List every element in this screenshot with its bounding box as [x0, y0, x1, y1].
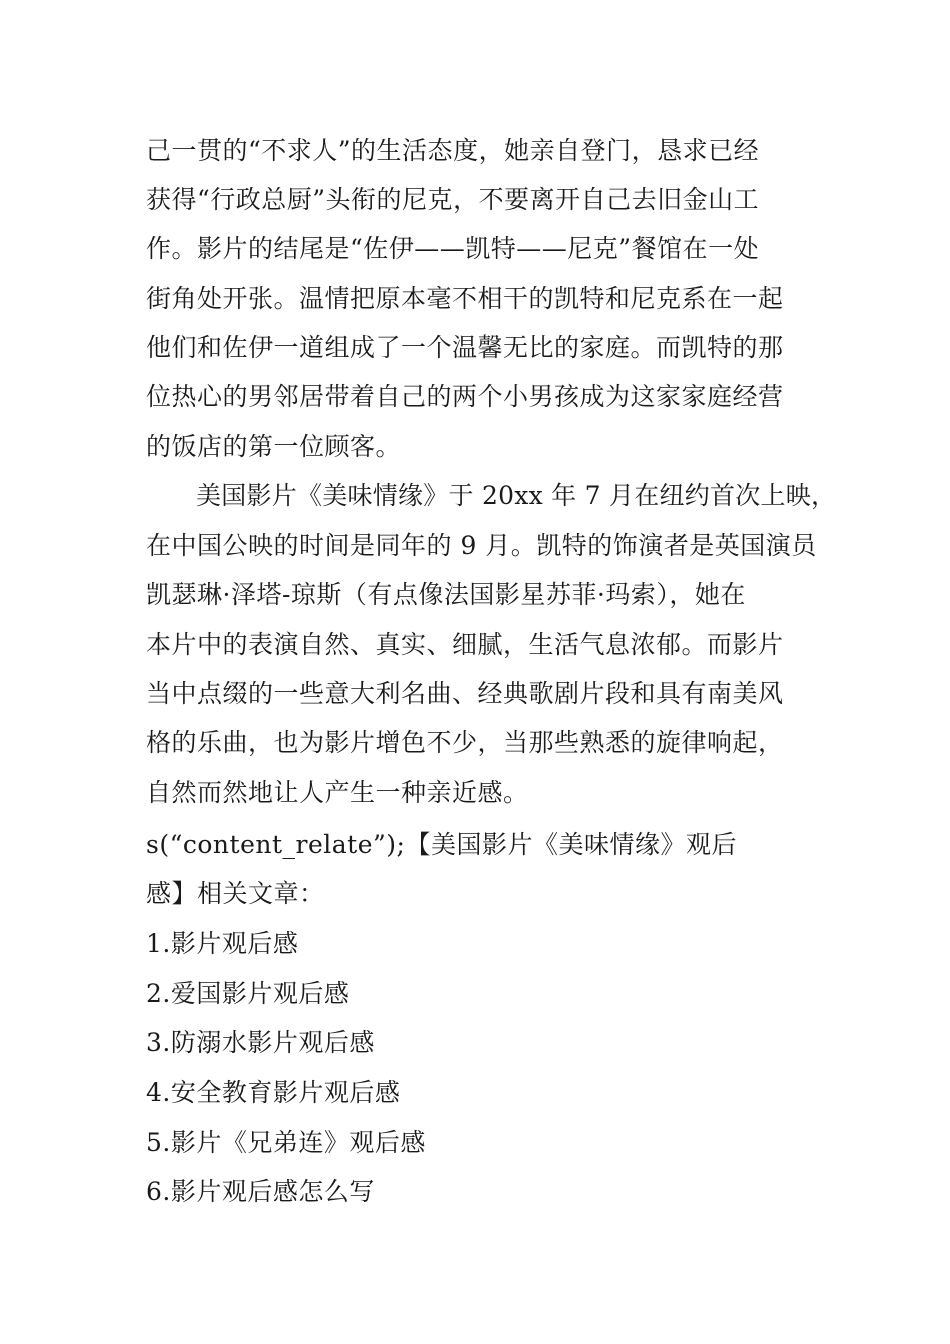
related-article-link[interactable]: 4.安全教育影片观后感: [146, 1078, 401, 1107]
related-article-link[interactable]: 2.爱国影片观后感: [146, 979, 350, 1008]
paragraph-line: 街角处开张。温情把原本毫不相干的凯特和尼克系在一起: [146, 284, 784, 313]
paragraph-line: 在中国公映的时间是同年的 9 月。凯特的饰演者是英国演员: [146, 531, 817, 560]
paragraph-line: 他们和佐伊一道组成了一个温馨无比的家庭。而凯特的那: [146, 333, 784, 362]
related-article-link[interactable]: 5.影片《兄弟连》观后感: [146, 1128, 426, 1157]
paragraph-line: 当中点缀的一些意大利名曲、经典歌剧片段和具有南美风: [146, 679, 784, 708]
paragraph-line: 格的乐曲，也为影片增色不少，当那些熟悉的旋律响起，: [146, 728, 784, 757]
related-article-link[interactable]: 1.影片观后感: [146, 929, 299, 958]
paragraph-line: 作。影片的结尾是“佐伊——凯特——尼克”餐馆在一处: [146, 234, 760, 263]
paragraph-line: 自然而然地让人产生一种亲近感。: [146, 778, 529, 807]
paragraph-line: 己一贯的“不求人”的生活态度，她亲自登门，恳求已经: [146, 136, 760, 165]
paragraph-line: 本片中的表演自然、真实、细腻，生活气息浓郁。而影片: [146, 630, 784, 659]
paragraph-line: 的饭店的第一位顾客。: [146, 432, 402, 461]
paragraph-line: 美国影片《美味情缘》于 20xx 年 7 月在纽约首次上映，: [196, 481, 837, 510]
related-header-line: s(“content_relate”);【美国影片《美味情缘》观后: [146, 830, 737, 859]
paragraph-line: 获得“行政总厨”头衔的尼克，不要离开自己去旧金山工: [146, 185, 760, 214]
related-header-line: 感】相关文章：: [146, 879, 325, 908]
paragraph-line: 凯瑟琳·泽塔-琼斯（有点像法国影星苏菲·玛索），她在: [146, 580, 746, 609]
related-article-link[interactable]: 6.影片观后感怎么写: [146, 1177, 375, 1206]
related-article-link[interactable]: 3.防溺水影片观后感: [146, 1028, 375, 1057]
paragraph-line: 位热心的男邻居带着自己的两个小男孩成为这家家庭经营: [146, 382, 784, 411]
